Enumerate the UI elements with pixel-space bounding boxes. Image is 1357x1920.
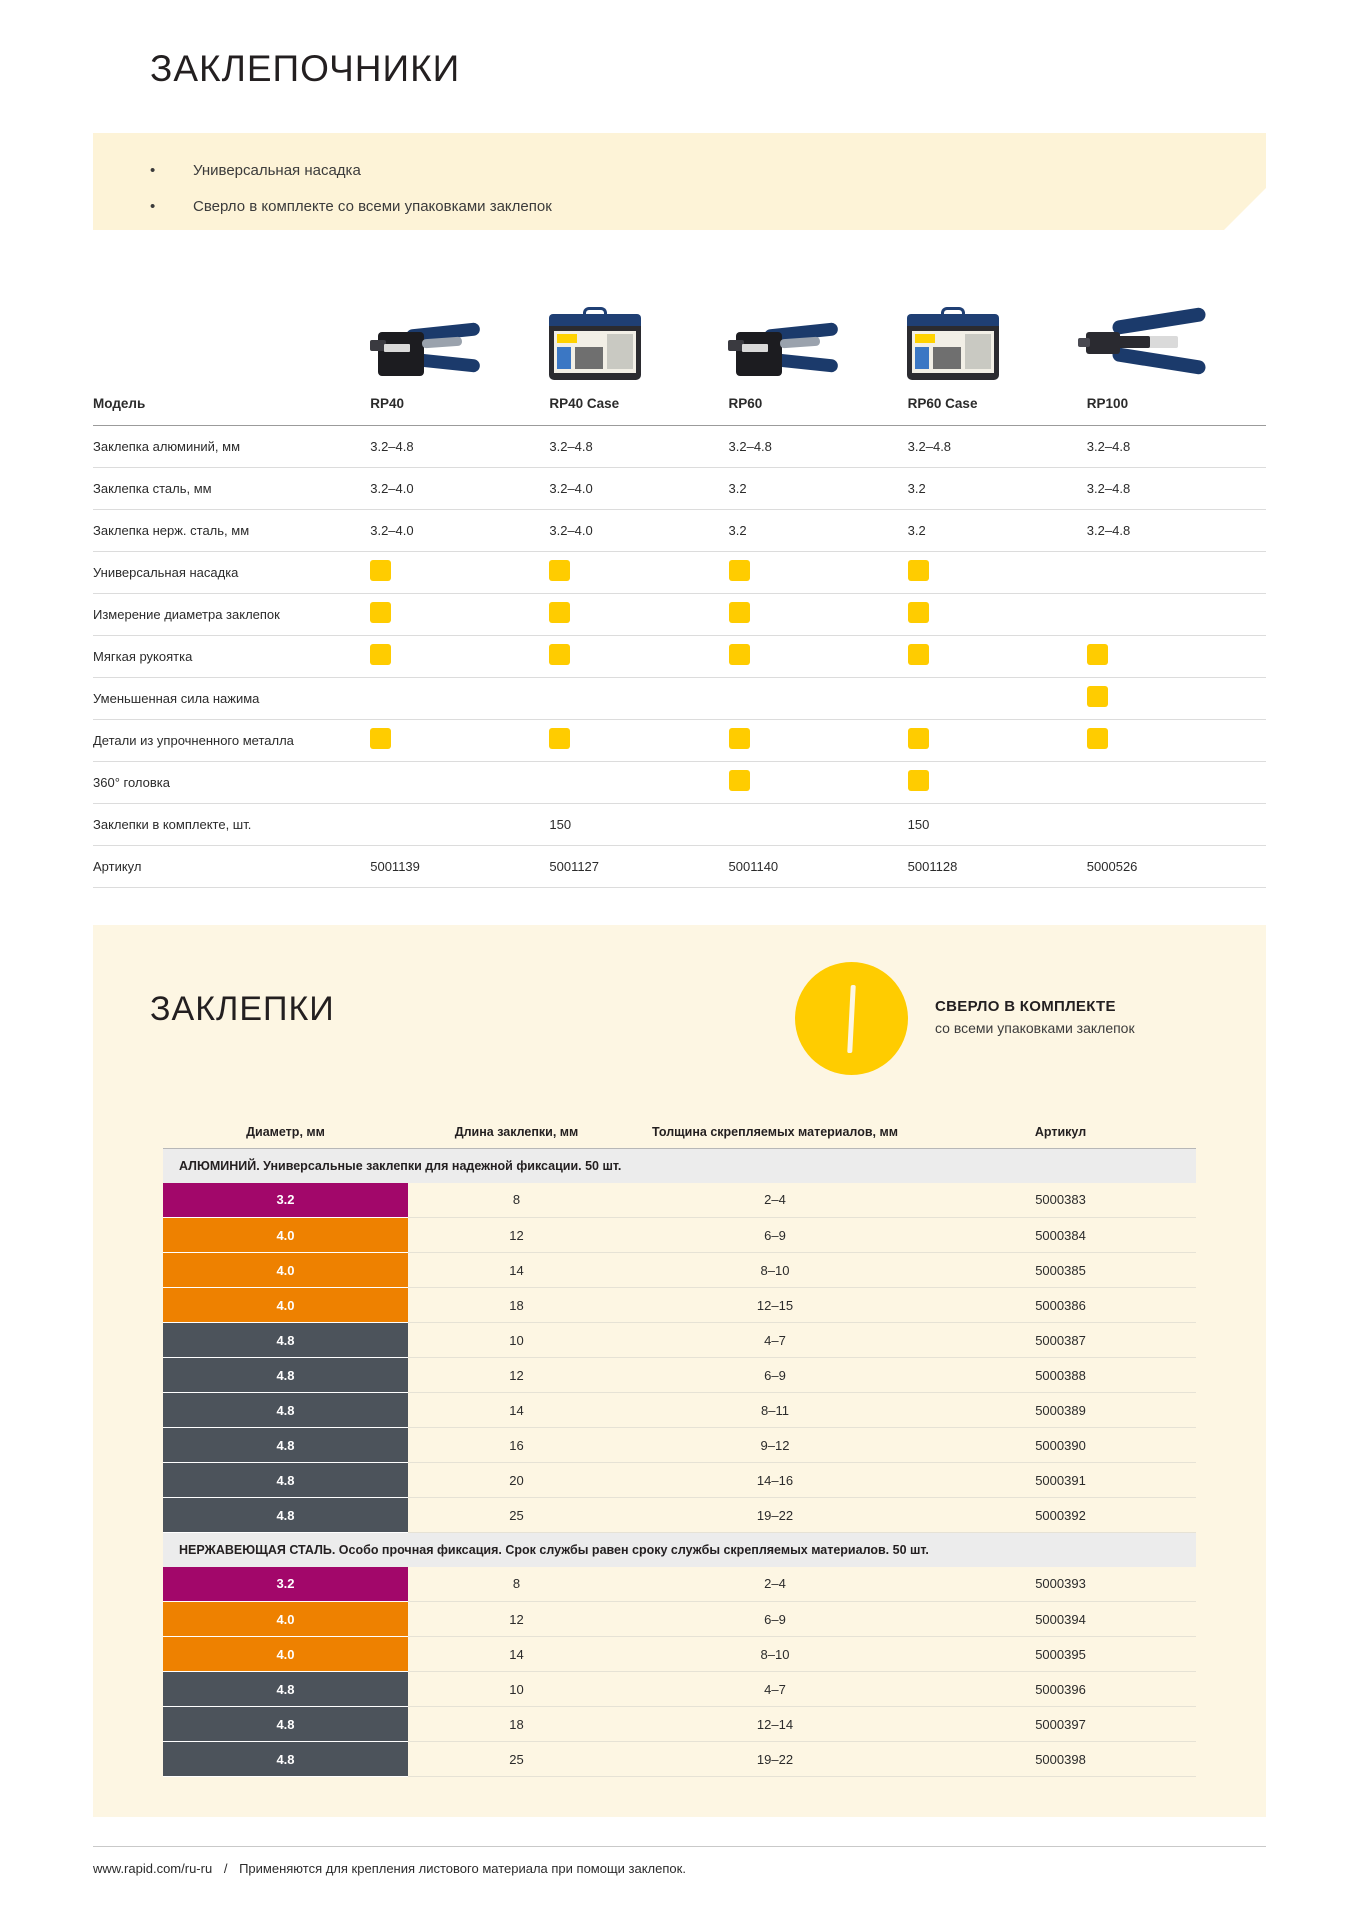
spec-cell [908, 677, 1087, 719]
rivet-diameter-cell: 3.2 [163, 1567, 408, 1602]
checkmark-icon [549, 644, 570, 665]
table-row-header [93, 383, 1266, 425]
table-row [93, 593, 1266, 635]
checkmark-icon [729, 635, 908, 677]
product-image-rp60-case [907, 290, 999, 380]
checkmark-icon [1087, 677, 1266, 719]
spec-column-rp40-case: RP40 Case [549, 383, 728, 425]
checkmark-icon [370, 602, 391, 623]
rivet-length-cell: 10 [408, 1323, 625, 1358]
table-row [93, 761, 1266, 803]
checkmark-icon [549, 551, 728, 593]
rivet-thickness-cell: 6–9 [625, 1358, 925, 1393]
checkmark-icon [370, 719, 549, 761]
spec-cell: 150 [549, 803, 728, 845]
rivet-article-cell: 5000395 [925, 1637, 1196, 1672]
feature-list [93, 133, 1266, 225]
rivets-title: ЗАКЛЕПКИ [150, 990, 335, 1028]
checkmark-icon [370, 635, 549, 677]
rivet-diameter-cell: 4.0 [163, 1288, 408, 1323]
spec-cell: 3.2–4.8 [729, 425, 908, 467]
rivets-group-title: НЕРЖАВЕЮЩАЯ СТАЛЬ. Особо прочная фиксация. Срок службы равен сроку службы скрепляемых материалов. 50 шт. [163, 1533, 1196, 1567]
list-item: • Универсальная насадка [93, 153, 1266, 189]
product-image-rp40 [370, 290, 480, 380]
rivet-article-cell: 5000398 [925, 1742, 1196, 1777]
rivet-diameter-cell: 4.8 [163, 1498, 408, 1533]
table-row [163, 1183, 1196, 1218]
rivet-thickness-cell: 19–22 [625, 1498, 925, 1533]
drill-badge-text [935, 998, 1235, 1036]
spec-cell [1087, 761, 1266, 803]
riveter-icon [1086, 310, 1206, 380]
spec-cell: 5001128 [908, 845, 1087, 887]
rivet-length-cell: 14 [408, 1393, 625, 1428]
spec-cell: 3.2–4.0 [370, 509, 549, 551]
spec-row-label: Заклепка сталь, мм [93, 467, 370, 509]
checkmark-icon [549, 728, 570, 749]
spec-row-label: Универсальная насадка [93, 551, 370, 593]
footer [93, 1861, 686, 1876]
checkmark-icon [1087, 635, 1266, 677]
rivet-diameter-cell: 4.0 [163, 1637, 408, 1672]
spec-cell: 3.2–4.0 [549, 509, 728, 551]
rivet-thickness-cell: 4–7 [625, 1672, 925, 1707]
spec-header-label: Модель [93, 383, 370, 425]
rivet-article-cell: 5000388 [925, 1358, 1196, 1393]
table-row [163, 1637, 1196, 1672]
table-row [163, 1742, 1196, 1777]
table-row [163, 1567, 1196, 1602]
rivet-article-cell: 5000389 [925, 1393, 1196, 1428]
footer-divider [93, 1846, 1266, 1847]
checkmark-icon [729, 602, 750, 623]
rivet-length-cell: 12 [408, 1218, 625, 1253]
checkmark-icon [908, 719, 1087, 761]
case-icon [907, 314, 999, 380]
checkmark-icon [729, 770, 750, 791]
table-row [93, 509, 1266, 551]
table-row [93, 845, 1266, 887]
banner-corner-fold [1224, 188, 1266, 230]
rivet-thickness-cell: 4–7 [625, 1323, 925, 1358]
footer-note: Применяются для крепления листового материала при помощи заклепок. [239, 1861, 686, 1876]
table-row [163, 1358, 1196, 1393]
checkmark-icon [370, 644, 391, 665]
rivet-diameter-cell: 4.8 [163, 1428, 408, 1463]
spec-cell: 3.2–4.0 [549, 467, 728, 509]
rivets-table [163, 1125, 1196, 1777]
spec-column-rp40: RP40 [370, 383, 549, 425]
spec-cell: 5001139 [370, 845, 549, 887]
rivet-length-cell: 18 [408, 1288, 625, 1323]
spec-cell [729, 803, 908, 845]
checkmark-icon [908, 560, 929, 581]
rivet-article-cell: 5000392 [925, 1498, 1196, 1533]
rivet-diameter-cell: 4.0 [163, 1602, 408, 1637]
rivets-group-title: АЛЮМИНИЙ. Универсальные заклепки для надежной фиксации. 50 шт. [163, 1149, 1196, 1183]
spec-row-label: Заклепка нерж. сталь, мм [93, 509, 370, 551]
rivets-column-article: Артикул [925, 1125, 1196, 1149]
spec-row-label: Детали из упрочненного металла [93, 719, 370, 761]
rivet-thickness-cell: 9–12 [625, 1428, 925, 1463]
rivet-thickness-cell: 19–22 [625, 1742, 925, 1777]
spec-row-label: Артикул [93, 845, 370, 887]
table-row [163, 1602, 1196, 1637]
table-row [163, 1672, 1196, 1707]
checkmark-icon [729, 551, 908, 593]
rivets-table-body [163, 1149, 1196, 1777]
spec-cell [1087, 551, 1266, 593]
rivet-diameter-cell: 4.8 [163, 1463, 408, 1498]
checkmark-icon [370, 551, 549, 593]
rivet-article-cell: 5000393 [925, 1567, 1196, 1602]
spec-cell: 3.2–4.8 [1087, 509, 1266, 551]
table-row [93, 551, 1266, 593]
table-row-header [163, 1125, 1196, 1149]
product-image-rp100 [1086, 290, 1206, 380]
checkmark-icon [908, 770, 929, 791]
spec-row-label: Заклепки в комплекте, шт. [93, 803, 370, 845]
spec-column-rp60: RP60 [729, 383, 908, 425]
checkmark-icon [908, 644, 929, 665]
spec-cell [1087, 593, 1266, 635]
table-row [163, 1253, 1196, 1288]
spec-row-label: Измерение диаметра заклепок [93, 593, 370, 635]
rivet-diameter-cell: 3.2 [163, 1183, 408, 1218]
spec-table [93, 383, 1266, 888]
rivet-article-cell: 5000384 [925, 1218, 1196, 1253]
spec-row-label: Заклепка алюминий, мм [93, 425, 370, 467]
rivet-article-cell: 5000391 [925, 1463, 1196, 1498]
spec-cell: 5000526 [1087, 845, 1266, 887]
spec-cell [729, 677, 908, 719]
checkmark-icon [729, 761, 908, 803]
spec-cell: 5001140 [729, 845, 908, 887]
footer-separator: / [223, 1861, 228, 1876]
checkmark-icon [908, 593, 1087, 635]
checkmark-icon [729, 644, 750, 665]
spec-cell: 3.2 [729, 467, 908, 509]
checkmark-icon [729, 560, 750, 581]
table-row [163, 1218, 1196, 1253]
table-row [93, 803, 1266, 845]
rivets-column-length: Длина заклепки, мм [408, 1125, 625, 1149]
rivet-length-cell: 16 [408, 1428, 625, 1463]
product-image-row [93, 285, 1266, 380]
spec-cell [1087, 803, 1266, 845]
table-row [93, 425, 1266, 467]
footer-url[interactable]: www.rapid.com/ru-ru [93, 1861, 213, 1876]
rivet-length-cell: 8 [408, 1183, 625, 1218]
rivet-length-cell: 10 [408, 1672, 625, 1707]
checkmark-icon [908, 728, 929, 749]
spec-cell [370, 677, 549, 719]
checkmark-icon [908, 761, 1087, 803]
rivet-length-cell: 8 [408, 1567, 625, 1602]
drill-badge-title: СВЕРЛО В КОМПЛЕКТЕ [935, 998, 1116, 1015]
table-row [163, 1393, 1196, 1428]
rivet-article-cell: 5000385 [925, 1253, 1196, 1288]
table-row [93, 467, 1266, 509]
checkmark-icon [1087, 728, 1108, 749]
feature-banner [93, 133, 1266, 230]
rivet-length-cell: 25 [408, 1742, 625, 1777]
checkmark-icon [908, 551, 1087, 593]
rivet-length-cell: 12 [408, 1358, 625, 1393]
table-row [163, 1323, 1196, 1358]
rivet-length-cell: 14 [408, 1637, 625, 1672]
spec-cell [370, 761, 549, 803]
table-row [163, 1428, 1196, 1463]
table-row [163, 1498, 1196, 1533]
rivet-length-cell: 18 [408, 1707, 625, 1742]
rivet-thickness-cell: 12–15 [625, 1288, 925, 1323]
checkmark-icon [908, 635, 1087, 677]
table-row [93, 677, 1266, 719]
rivet-length-cell: 25 [408, 1498, 625, 1533]
product-image-rp60 [728, 290, 838, 380]
spec-cell: 150 [908, 803, 1087, 845]
spec-column-rp100: RP100 [1087, 383, 1266, 425]
rivet-article-cell: 5000383 [925, 1183, 1196, 1218]
checkmark-icon [729, 593, 908, 635]
rivets-group-header [163, 1149, 1196, 1183]
rivet-diameter-cell: 4.8 [163, 1742, 408, 1777]
checkmark-icon [1087, 644, 1108, 665]
checkmark-icon [1087, 719, 1266, 761]
rivet-thickness-cell: 8–10 [625, 1637, 925, 1672]
rivets-column-diameter: Диаметр, мм [163, 1125, 408, 1149]
table-row [163, 1463, 1196, 1498]
rivet-thickness-cell: 6–9 [625, 1218, 925, 1253]
table-row [93, 635, 1266, 677]
checkmark-icon [1087, 686, 1108, 707]
rivet-diameter-cell: 4.8 [163, 1393, 408, 1428]
rivet-diameter-cell: 4.8 [163, 1672, 408, 1707]
product-image-rp40-case [549, 290, 641, 380]
spec-cell [549, 761, 728, 803]
spec-cell: 3.2–4.8 [908, 425, 1087, 467]
spec-table-body [93, 425, 1266, 887]
rivet-length-cell: 20 [408, 1463, 625, 1498]
checkmark-icon [549, 602, 570, 623]
rivet-diameter-cell: 4.8 [163, 1707, 408, 1742]
spec-cell: 3.2 [908, 467, 1087, 509]
table-row [163, 1288, 1196, 1323]
rivet-article-cell: 5000396 [925, 1672, 1196, 1707]
case-icon [549, 314, 641, 380]
rivet-length-cell: 14 [408, 1253, 625, 1288]
plier-icon [728, 318, 838, 380]
rivet-diameter-cell: 4.8 [163, 1323, 408, 1358]
spec-row-label: Уменьшенная сила нажима [93, 677, 370, 719]
page-title: ЗАКЛЕПОЧНИКИ [150, 48, 461, 89]
spec-cell: 3.2–4.8 [549, 425, 728, 467]
spec-cell: 3.2–4.0 [370, 467, 549, 509]
spec-column-rp60-case: RP60 Case [908, 383, 1087, 425]
spec-cell [549, 677, 728, 719]
list-item: • Сверло в комплекте со всеми упаковками заклепок [93, 189, 1266, 225]
checkmark-icon [370, 593, 549, 635]
checkmark-icon [729, 719, 908, 761]
checkmark-icon [370, 728, 391, 749]
spec-row-label: Мягкая рукоятка [93, 635, 370, 677]
rivets-column-thickness: Толщина скрепляемых материалов, мм [625, 1125, 925, 1149]
rivet-diameter-cell: 4.0 [163, 1218, 408, 1253]
spec-cell: 3.2 [908, 509, 1087, 551]
rivet-diameter-cell: 4.8 [163, 1358, 408, 1393]
rivet-diameter-cell: 4.0 [163, 1253, 408, 1288]
spec-cell [370, 803, 549, 845]
rivet-article-cell: 5000397 [925, 1707, 1196, 1742]
checkmark-icon [549, 635, 728, 677]
rivet-article-cell: 5000387 [925, 1323, 1196, 1358]
spec-cell: 3.2–4.8 [1087, 425, 1266, 467]
rivet-article-cell: 5000390 [925, 1428, 1196, 1463]
rivet-thickness-cell: 2–4 [625, 1183, 925, 1218]
table-row [163, 1707, 1196, 1742]
rivet-thickness-cell: 6–9 [625, 1602, 925, 1637]
table-row [93, 719, 1266, 761]
checkmark-icon [549, 560, 570, 581]
spec-cell: 3.2–4.8 [1087, 467, 1266, 509]
rivet-article-cell: 5000386 [925, 1288, 1196, 1323]
drill-badge-subtitle: со всеми упаковками заклепок [935, 1020, 1135, 1036]
spec-cell: 3.2 [729, 509, 908, 551]
rivet-thickness-cell: 8–11 [625, 1393, 925, 1428]
spec-cell: 3.2–4.8 [370, 425, 549, 467]
checkmark-icon [549, 593, 728, 635]
rivets-group-header [163, 1533, 1196, 1567]
rivet-thickness-cell: 12–14 [625, 1707, 925, 1742]
checkmark-icon [908, 602, 929, 623]
rivet-thickness-cell: 2–4 [625, 1567, 925, 1602]
checkmark-icon [549, 719, 728, 761]
rivet-length-cell: 12 [408, 1602, 625, 1637]
spec-cell: 5001127 [549, 845, 728, 887]
spec-row-label: 360° головка [93, 761, 370, 803]
checkmark-icon [729, 728, 750, 749]
rivet-thickness-cell: 8–10 [625, 1253, 925, 1288]
checkmark-icon [370, 560, 391, 581]
rivet-article-cell: 5000394 [925, 1602, 1196, 1637]
plier-icon [370, 318, 480, 380]
rivet-thickness-cell: 14–16 [625, 1463, 925, 1498]
